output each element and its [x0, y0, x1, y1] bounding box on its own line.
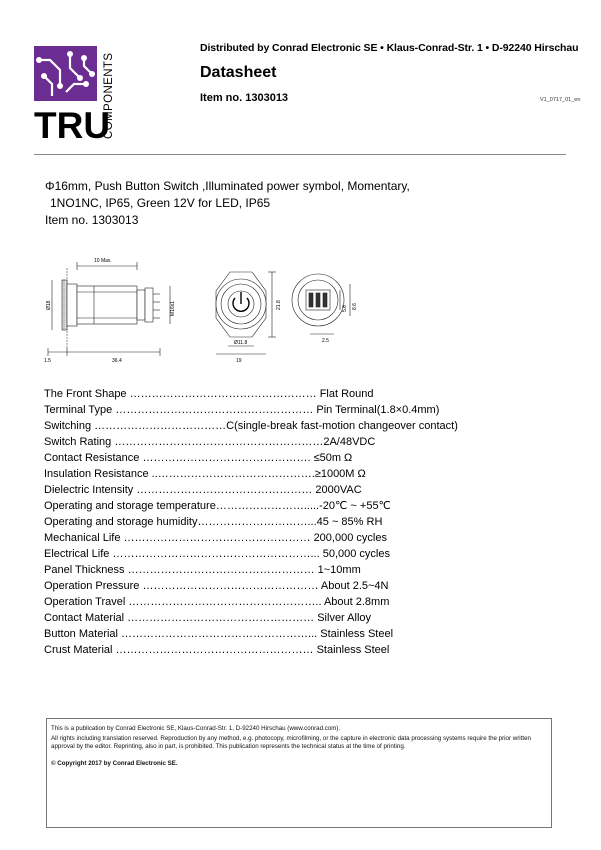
spec-dots: ……………………………………………… [112, 644, 317, 656]
spec-value: Silver Alloy [317, 612, 372, 624]
rear-view-icon [292, 274, 350, 334]
spec-row [44, 546, 564, 562]
spec-row [44, 386, 564, 402]
spec-label: Operation Pressure [44, 580, 140, 592]
spec-row [44, 418, 564, 434]
spec-dots: …………………………………………… [126, 388, 320, 400]
spec-dots: ………………………………………… [139, 580, 321, 592]
dim-36-4-label: 36.4 [112, 358, 122, 364]
spec-dots: ………………………………………. [139, 452, 314, 464]
logo-tru-text: TRU [34, 105, 111, 142]
spec-value: 200,000 cycles [313, 532, 387, 544]
dim-19-label: 19 [236, 358, 242, 364]
dim-1-5-label: 1.5 [44, 358, 51, 364]
spec-label: The Front Shape [44, 388, 127, 400]
rights-notice: All rights including translation reserved. Reproduction by any method, e.g. photocopy, microfilming, or the capture in electronic data processing systems require the prior written approval by the editor. Reprinting, also in part, is prohibited. This publication represents the technical status at the time of printing. [51, 735, 531, 750]
product-description-line-2: 1NO1NC, IP65, Green 12V for LED, IP65 [50, 196, 271, 210]
spec-dots: ..……………………………………. [148, 468, 315, 480]
spec-dots: ……………………………………………… [112, 404, 317, 416]
spec-dots: ……………………………………………... [117, 628, 321, 640]
page-title: Datasheet [200, 64, 277, 81]
spec-dots: ………………………………………………… [111, 436, 324, 448]
spec-row [44, 514, 564, 530]
spec-label: Operating and storage temperature [44, 500, 216, 512]
dim-m16-label: M16x1 [170, 300, 176, 316]
spec-label: Dielectric Intensity [44, 484, 134, 496]
spec-label: Electrical Life [44, 548, 110, 560]
spec-value: Stainless Steel [316, 644, 390, 656]
spec-row [44, 466, 564, 482]
product-item-number: Item no. 1303013 [45, 213, 139, 227]
spec-label: Operating and storage humidity [44, 516, 198, 528]
spec-label: Contact Material [44, 612, 125, 624]
spec-dots: …………………………... [197, 516, 317, 528]
spec-row [44, 530, 564, 546]
spec-value: ≤50m Ω [313, 452, 353, 464]
spec-label: Switching [44, 420, 92, 432]
spec-value: 50,000 cycles [322, 548, 390, 560]
spec-label: Mechanical Life [44, 532, 121, 544]
version-code: V1_0717_01_en [540, 97, 581, 103]
dim-10max-label: 10 Max. [94, 258, 112, 264]
spec-dots: …………………………………………… [124, 564, 318, 576]
tru-components-logo [34, 46, 130, 142]
spec-dots: ………………………………………… [133, 484, 316, 496]
technical-drawing [34, 238, 414, 368]
dimension-drawing [34, 238, 414, 368]
logo-components-text: COMPONENTS [103, 52, 115, 139]
spec-label: Button Material [44, 628, 118, 640]
spec-row [44, 562, 564, 578]
spec-value: -20℃ ~ +55℃ [319, 500, 391, 512]
spec-row [44, 434, 564, 450]
dim-21-8-label: 21.8 [276, 300, 282, 310]
dim-8-6-label: 8.6 [352, 303, 358, 310]
spec-value: 45 ~ 85% RH [316, 516, 383, 528]
header-divider [34, 154, 566, 155]
distributor-line: Distributed by Conrad Electronic SE • Klaus-Conrad-Str. 1 • D-92240 Hirschau [200, 42, 579, 54]
legal-footer [46, 718, 552, 828]
dim-diameter18-label: Ø18 [46, 300, 52, 310]
spec-value: 2000VAC [315, 484, 362, 496]
spec-row [44, 450, 564, 466]
spec-row [44, 626, 564, 642]
spec-label: Terminal Type [44, 404, 113, 416]
spec-label: Switch Rating [44, 436, 112, 448]
spec-label: Contact Resistance [44, 452, 140, 464]
spec-value: Stainless Steel [320, 628, 394, 640]
spec-value: About 2.5~4N [320, 580, 389, 592]
spec-dots: …………………………………………….. [125, 596, 324, 608]
spec-value: ≥1000M Ω [314, 468, 366, 480]
dim-11-8-label: Ø11.8 [234, 340, 248, 346]
spec-label: Panel Thickness [44, 564, 125, 576]
header-item-number: Item no. 1303013 [200, 92, 289, 104]
spec-row [44, 482, 564, 498]
side-view-icon [48, 262, 170, 356]
spec-label: Insulation Resistance [44, 468, 149, 480]
spec-value: 1~10mm [317, 564, 361, 576]
spec-dots: …………………………………………… [120, 532, 314, 544]
spec-dots: ………………………………………………... [109, 548, 323, 560]
spec-row [44, 610, 564, 626]
specifications-list [44, 386, 564, 658]
spec-value: About 2.8mm [323, 596, 390, 608]
spec-value: C(single-break fast-motion changeover contact) [226, 420, 458, 432]
dim-5-6-label: 5.6 [342, 305, 348, 312]
spec-dots: ……………………..... [215, 500, 320, 512]
spec-label: Operation Travel [44, 596, 126, 608]
spec-row [44, 402, 564, 418]
publication-notice: This is a publication by Conrad Electronic SE, Klaus-Conrad-Str. 1, D-92240 Hirschau (www.conrad.com). [51, 725, 341, 732]
spec-row [44, 642, 564, 658]
dim-2-5-label: 2.5 [322, 338, 329, 344]
spec-dots: …………………………………………… [124, 612, 318, 624]
spec-value: Pin Terminal(1.8×0.4mm) [316, 404, 440, 416]
spec-dots: ……………………………… [91, 420, 227, 432]
spec-value: 2A/48VDC [323, 436, 376, 448]
spec-row [44, 498, 564, 514]
spec-row [44, 578, 564, 594]
spec-value: Flat Round [319, 388, 374, 400]
spec-label: Crust Material [44, 644, 113, 656]
copyright-notice: © Copyright 2017 by Conrad Electronic SE. [51, 760, 178, 767]
spec-row [44, 594, 564, 610]
logo-graphic [34, 46, 130, 142]
product-description-line-1: Φ16mm, Push Button Switch ,Illuminated power symbol, Momentary, [45, 179, 410, 193]
